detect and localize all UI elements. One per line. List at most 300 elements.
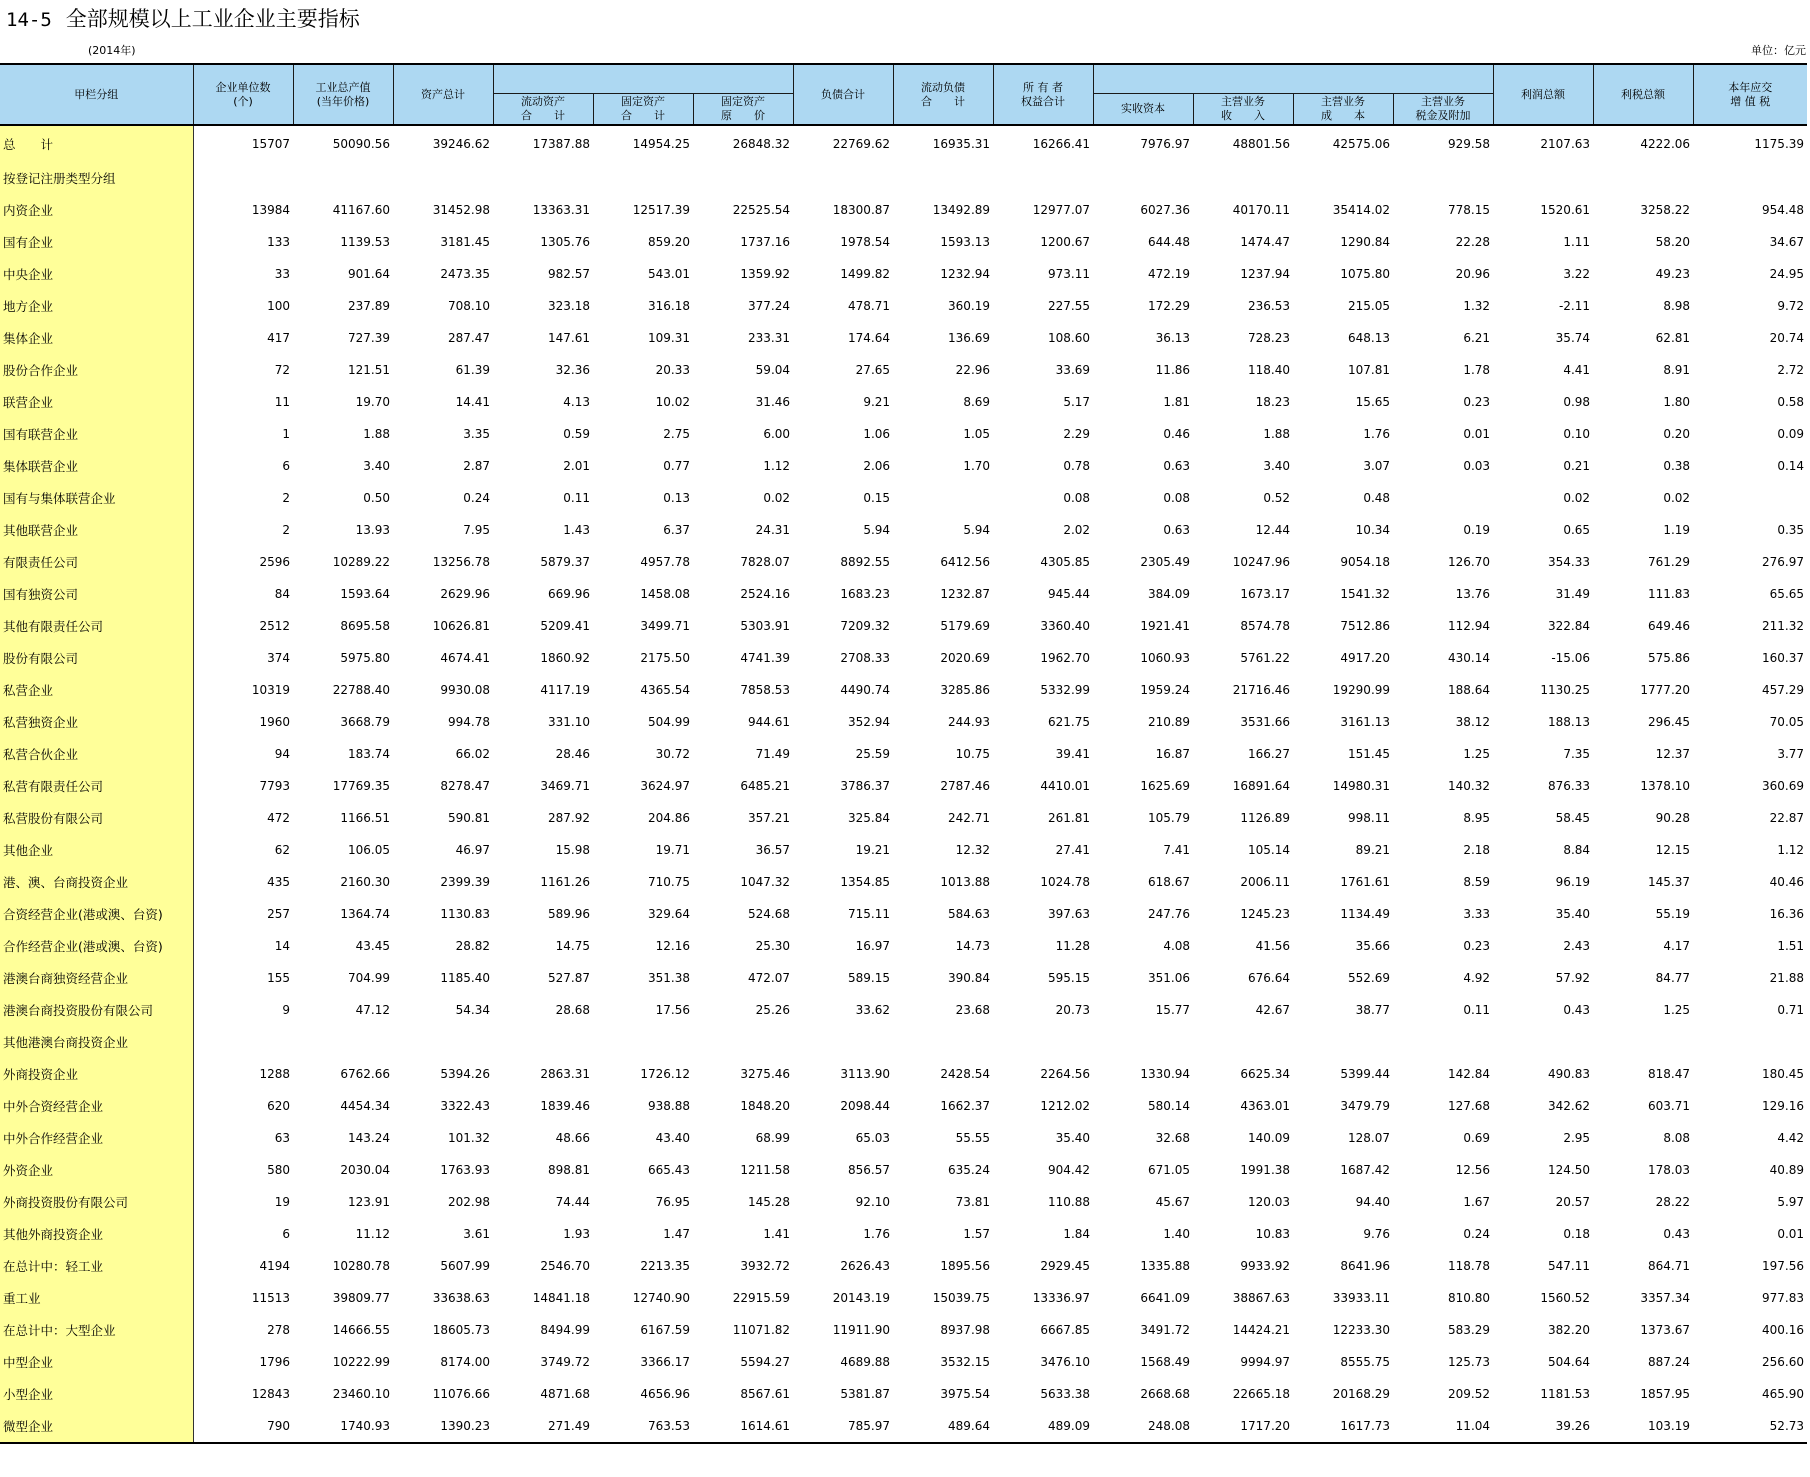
table-cell: 247.76 bbox=[1148, 907, 1191, 921]
table-cell: 7.95 bbox=[463, 523, 490, 537]
row-label: 港澳台商独资经营企业 bbox=[0, 962, 193, 994]
table-cell: 12233.30 bbox=[1332, 1323, 1391, 1337]
table-cell: 96.19 bbox=[1555, 875, 1591, 889]
table-cell: 13.76 bbox=[1455, 587, 1491, 601]
table-cell: 1848.20 bbox=[740, 1099, 791, 1113]
table-cell: 49.23 bbox=[1655, 267, 1691, 281]
table-cell: 32.36 bbox=[555, 363, 590, 377]
table-cell: 160.37 bbox=[1762, 651, 1805, 665]
table-cell: 5.97 bbox=[1777, 1195, 1805, 1209]
header-current-assets: 流动资产 合 计 bbox=[493, 94, 593, 126]
table-row bbox=[0, 482, 1807, 514]
table-cell: 621.75 bbox=[1048, 715, 1091, 729]
table-cell bbox=[693, 162, 793, 194]
row-label: 私营有限责任公司 bbox=[0, 770, 193, 802]
table-cell: 390.84 bbox=[948, 971, 991, 985]
table-cell: 8.95 bbox=[1463, 811, 1491, 825]
table-cell: 2668.68 bbox=[1140, 1387, 1191, 1401]
table-cell: 100 bbox=[267, 299, 290, 313]
table-cell: 25.26 bbox=[755, 1003, 791, 1017]
table-cell: 13256.78 bbox=[432, 555, 490, 569]
table-cell: 3.77 bbox=[1777, 747, 1805, 761]
table-cell: 0.71 bbox=[1777, 1003, 1805, 1017]
table-cell: 4222.06 bbox=[1640, 137, 1691, 151]
table-cell: 5394.26 bbox=[440, 1067, 490, 1081]
table-cell: 0.24 bbox=[463, 491, 490, 505]
row-label: 外资企业 bbox=[0, 1154, 193, 1186]
table-cell: 2020.69 bbox=[940, 651, 991, 665]
table-cell: 0.13 bbox=[663, 491, 690, 505]
table-title-text: 全部规模以上工业企业主要指标 bbox=[65, 7, 360, 31]
table-cell: 209.52 bbox=[1448, 1387, 1491, 1401]
table-cell: 112.94 bbox=[1448, 619, 1491, 633]
table-cell: 1185.40 bbox=[440, 971, 490, 985]
table-cell: 0.08 bbox=[1063, 491, 1091, 505]
table-cell: 12.16 bbox=[655, 939, 690, 953]
table-cell: 16.97 bbox=[855, 939, 891, 953]
table-cell: 106.05 bbox=[348, 843, 390, 857]
table-cell: 1166.51 bbox=[340, 811, 390, 825]
table-cell: 1378.10 bbox=[1640, 779, 1691, 793]
table-cell: 322.84 bbox=[1548, 619, 1591, 633]
table-cell: 1960 bbox=[259, 715, 290, 729]
table-cell: 2473.35 bbox=[440, 267, 490, 281]
table-cell bbox=[493, 162, 593, 194]
table-cell: 2098.44 bbox=[840, 1099, 891, 1113]
table-cell: 0.35 bbox=[1777, 523, 1805, 537]
table-cell: 3531.66 bbox=[1240, 715, 1291, 729]
table-cell: 3476.10 bbox=[1040, 1355, 1091, 1369]
header-main-revenue: 主营业务 收 入 bbox=[1193, 94, 1293, 126]
table-cell: 28.46 bbox=[555, 747, 590, 761]
header-paid-in-capital: 实收资本 bbox=[1093, 94, 1193, 126]
table-cell: 671.05 bbox=[1148, 1163, 1191, 1177]
table-cell: 1.88 bbox=[363, 427, 390, 441]
table-cell: 183.74 bbox=[348, 747, 390, 761]
table-cell: 8.84 bbox=[1563, 843, 1591, 857]
table-cell: 3161.13 bbox=[1340, 715, 1391, 729]
table-cell: 10222.99 bbox=[332, 1355, 390, 1369]
table-cell: 342.62 bbox=[1548, 1099, 1591, 1113]
row-label: 地方企业 bbox=[0, 290, 193, 322]
table-cell bbox=[593, 1026, 693, 1058]
table-cell: 618.67 bbox=[1148, 875, 1191, 889]
table-row bbox=[0, 354, 1807, 386]
table-cell: 9933.92 bbox=[1240, 1259, 1291, 1273]
row-label: 中型企业 bbox=[0, 1346, 193, 1378]
row-label: 国有联营企业 bbox=[0, 418, 193, 450]
table-row bbox=[0, 866, 1807, 898]
table-cell: 43.45 bbox=[355, 939, 390, 953]
table-title bbox=[6, 4, 360, 34]
table-cell: 26848.32 bbox=[732, 137, 791, 151]
table-cell: 76.95 bbox=[655, 1195, 690, 1209]
table-cell: 552.69 bbox=[1348, 971, 1391, 985]
table-cell: 237.89 bbox=[348, 299, 390, 313]
table-cell: 278 bbox=[267, 1323, 290, 1337]
table-cell: 20168.29 bbox=[1332, 1387, 1391, 1401]
table-cell: 11.28 bbox=[1055, 939, 1091, 953]
table-cell: 74.44 bbox=[555, 1195, 590, 1209]
table-cell: 1390.23 bbox=[393, 1410, 493, 1443]
table-cell: 125.73 bbox=[1448, 1355, 1491, 1369]
table-cell: 36.13 bbox=[1155, 331, 1191, 345]
table-cell: 244.93 bbox=[948, 715, 991, 729]
table-cell: 472 bbox=[267, 811, 290, 825]
table-cell: 35.66 bbox=[1355, 939, 1391, 953]
table-cell: 1499.82 bbox=[840, 267, 891, 281]
table-cell: 136.69 bbox=[948, 331, 991, 345]
table-cell: 3181.45 bbox=[440, 235, 490, 249]
row-label: 私营独资企业 bbox=[0, 706, 193, 738]
year-note: (2014年) bbox=[88, 44, 136, 57]
table-cell: 382.20 bbox=[1548, 1323, 1591, 1337]
table-cell: 43.40 bbox=[655, 1131, 690, 1145]
table-cell: 1.41 bbox=[763, 1227, 791, 1241]
table-cell: 13984 bbox=[251, 203, 290, 217]
table-cell: 1245.23 bbox=[1240, 907, 1291, 921]
table-cell: 15.77 bbox=[1155, 1003, 1191, 1017]
table-cell: 11.04 bbox=[1393, 1410, 1493, 1443]
table-cell: 0.01 bbox=[1777, 1227, 1805, 1241]
table-cell: 33638.63 bbox=[432, 1291, 490, 1305]
table-cell: 257 bbox=[267, 907, 290, 921]
table-cell: 904.42 bbox=[1048, 1163, 1091, 1177]
table-cell: 8174.00 bbox=[440, 1355, 490, 1369]
table-cell: 0.23 bbox=[1463, 939, 1491, 953]
table-cell: 763.53 bbox=[593, 1410, 693, 1443]
table-cell: 10280.78 bbox=[332, 1259, 390, 1273]
table-cell: 22769.62 bbox=[832, 137, 891, 151]
table-cell: 40.89 bbox=[1769, 1163, 1805, 1177]
table-cell: 1359.92 bbox=[740, 267, 791, 281]
table-row bbox=[0, 514, 1807, 546]
table-row bbox=[0, 994, 1807, 1026]
table-cell: 0.38 bbox=[1663, 459, 1691, 473]
table-cell: 384.09 bbox=[1148, 587, 1191, 601]
table-cell: 504.64 bbox=[1548, 1355, 1591, 1369]
table-cell: 1962.70 bbox=[1040, 651, 1091, 665]
table-cell: 1.25 bbox=[1463, 747, 1491, 761]
table-cell: 2.06 bbox=[863, 459, 891, 473]
table-cell: 89.21 bbox=[1355, 843, 1391, 857]
table-cell: 47.12 bbox=[355, 1003, 390, 1017]
table-cell: 360.19 bbox=[948, 299, 991, 313]
table-cell: 715.11 bbox=[848, 907, 891, 921]
table-cell: 1673.17 bbox=[1240, 587, 1291, 601]
table-cell: 27.65 bbox=[855, 363, 891, 377]
table-cell: 4.13 bbox=[563, 395, 590, 409]
table-cell: 38.77 bbox=[1355, 1003, 1391, 1017]
table-cell: 1614.61 bbox=[693, 1410, 793, 1443]
table-cell: 39246.62 bbox=[432, 137, 490, 151]
table-cell: 6167.59 bbox=[640, 1323, 690, 1337]
table-cell: 15.65 bbox=[1355, 395, 1391, 409]
table-cell: 33 bbox=[274, 267, 290, 281]
table-cell: 90.28 bbox=[1655, 811, 1691, 825]
table-cell: 1991.38 bbox=[1240, 1163, 1291, 1177]
table-cell: 490.83 bbox=[1548, 1067, 1591, 1081]
table-cell: 1617.73 bbox=[1293, 1410, 1393, 1443]
table-cell: 876.33 bbox=[1548, 779, 1591, 793]
header-liabilities: 负债合计 bbox=[793, 64, 893, 125]
table-cell bbox=[1393, 1026, 1493, 1058]
table-cell: 1.80 bbox=[1663, 395, 1691, 409]
table-cell: 1.43 bbox=[563, 523, 590, 537]
table-cell: 331.10 bbox=[548, 715, 590, 729]
table-cell: 166.27 bbox=[1248, 747, 1291, 761]
table-cell: 25.30 bbox=[755, 939, 791, 953]
table-cell: 1130.83 bbox=[440, 907, 490, 921]
table-cell: 13363.31 bbox=[532, 203, 590, 217]
table-cell: 5975.80 bbox=[340, 651, 390, 665]
table-cell: 20.33 bbox=[655, 363, 690, 377]
table-cell: 155 bbox=[267, 971, 290, 985]
table-cell: 2.75 bbox=[663, 427, 690, 441]
table-cell: 22.28 bbox=[1455, 235, 1491, 249]
table-cell: 676.64 bbox=[1248, 971, 1291, 985]
table-cell: 778.15 bbox=[1448, 203, 1491, 217]
table-cell: 34.67 bbox=[1769, 235, 1805, 249]
table-cell: 1458.08 bbox=[640, 587, 690, 601]
table-cell: 360.69 bbox=[1762, 779, 1805, 793]
table-cell: 4741.39 bbox=[740, 651, 791, 665]
table-cell: 7793 bbox=[259, 779, 290, 793]
table-cell: 123.91 bbox=[348, 1195, 390, 1209]
table-cell: 14.75 bbox=[555, 939, 590, 953]
table-cell: 9.72 bbox=[1777, 299, 1805, 313]
table-cell: 977.83 bbox=[1762, 1291, 1805, 1305]
table-cell: 1232.94 bbox=[940, 267, 991, 281]
table-cell: 351.38 bbox=[648, 971, 690, 985]
table-cell: 887.24 bbox=[1648, 1355, 1691, 1369]
table-cell: 0.14 bbox=[1777, 459, 1805, 473]
header-fixed-original: 固定资产 原 价 bbox=[693, 94, 793, 126]
table-cell: 665.43 bbox=[648, 1163, 690, 1177]
row-label: 私营企业 bbox=[0, 674, 193, 706]
table-row bbox=[0, 1378, 1807, 1410]
table-cell: 2626.43 bbox=[840, 1259, 891, 1273]
table-cell: 6.21 bbox=[1463, 331, 1491, 345]
table-cell: 584.63 bbox=[948, 907, 991, 921]
table-cell bbox=[1293, 162, 1393, 194]
table-cell: 202.98 bbox=[448, 1195, 490, 1209]
table-cell: 1.88 bbox=[1263, 427, 1291, 441]
table-cell: 945.44 bbox=[1048, 587, 1091, 601]
table-cell: 3.40 bbox=[363, 459, 390, 473]
table-cell: 704.99 bbox=[348, 971, 390, 985]
table-cell: 172.29 bbox=[1148, 299, 1191, 313]
table-cell: 50090.56 bbox=[332, 137, 390, 151]
table-cell: 8.98 bbox=[1663, 299, 1691, 313]
table-cell: 11 bbox=[274, 395, 290, 409]
table-cell: 28.22 bbox=[1655, 1195, 1691, 1209]
table-row bbox=[0, 898, 1807, 930]
table-cell: 42575.06 bbox=[1332, 137, 1391, 151]
table-cell: 19290.99 bbox=[1332, 683, 1391, 697]
table-cell: 48801.56 bbox=[1232, 137, 1291, 151]
table-cell: 8892.55 bbox=[840, 555, 891, 569]
table-cell: 5.17 bbox=[1063, 395, 1091, 409]
table-cell: 351.06 bbox=[1148, 971, 1191, 985]
header-equity-group bbox=[1093, 64, 1493, 94]
table-cell: 2.95 bbox=[1563, 1131, 1591, 1145]
table-cell: 0.19 bbox=[1463, 523, 1491, 537]
table-cell: 8494.99 bbox=[540, 1323, 590, 1337]
table-cell: 8695.58 bbox=[340, 619, 390, 633]
table-cell: 0.98 bbox=[1563, 395, 1591, 409]
table-row bbox=[0, 418, 1807, 450]
table-cell: 296.45 bbox=[1648, 715, 1691, 729]
table-cell: 22.96 bbox=[955, 363, 991, 377]
table-cell: 15707 bbox=[251, 137, 290, 151]
table-row bbox=[0, 1410, 1807, 1443]
table-cell: 10319 bbox=[251, 683, 290, 697]
table-cell: 129.16 bbox=[1762, 1099, 1805, 1113]
header-current-liabilities: 流动负债 合 计 bbox=[893, 64, 993, 125]
table-cell: 325.84 bbox=[848, 811, 891, 825]
table-cell: 352.94 bbox=[848, 715, 891, 729]
table-cell: 994.78 bbox=[448, 715, 490, 729]
table-cell: 22665.18 bbox=[1232, 1387, 1291, 1401]
table-cell: 1.12 bbox=[1777, 843, 1805, 857]
header-output: 工业总产值 (当年价格) bbox=[293, 64, 393, 125]
table-cell: 590.81 bbox=[448, 811, 490, 825]
table-cell: 397.63 bbox=[1048, 907, 1091, 921]
table-cell: 3258.22 bbox=[1640, 203, 1691, 217]
table-cell: 70.05 bbox=[1769, 715, 1805, 729]
header-assets: 资产总计 bbox=[393, 64, 493, 125]
table-cell: 14 bbox=[274, 939, 290, 953]
table-cell: 374 bbox=[267, 651, 290, 665]
table-cell: 524.68 bbox=[748, 907, 791, 921]
table-cell: 595.15 bbox=[1048, 971, 1091, 985]
table-cell: 1959.24 bbox=[1140, 683, 1191, 697]
table-cell: 973.11 bbox=[1048, 267, 1091, 281]
table-cell: 3.07 bbox=[1363, 459, 1391, 473]
table-cell: 178.03 bbox=[1648, 1163, 1691, 1177]
table-cell: 1237.94 bbox=[1240, 267, 1291, 281]
table-cell: 12.44 bbox=[1255, 523, 1291, 537]
table-row bbox=[0, 1314, 1807, 1346]
table-cell: 2.18 bbox=[1463, 843, 1491, 857]
table-cell: 3786.37 bbox=[840, 779, 891, 793]
table-cell: 215.05 bbox=[1348, 299, 1391, 313]
table-cell: 261.81 bbox=[1048, 811, 1091, 825]
table-cell bbox=[1493, 1026, 1593, 1058]
table-cell: 108.60 bbox=[1048, 331, 1091, 345]
table-cell: 287.92 bbox=[548, 811, 590, 825]
table-cell: 2708.33 bbox=[840, 651, 891, 665]
table-cell: 21716.46 bbox=[1232, 683, 1291, 697]
table-cell: 10247.96 bbox=[1232, 555, 1291, 569]
table-cell: 575.86 bbox=[1648, 651, 1691, 665]
table-cell: 8567.61 bbox=[740, 1387, 791, 1401]
table-cell: 0.03 bbox=[1463, 459, 1491, 473]
table-cell: 7209.32 bbox=[840, 619, 891, 633]
table-cell: 127.68 bbox=[1448, 1099, 1491, 1113]
table-cell: 12.15 bbox=[1655, 843, 1691, 857]
table-row bbox=[0, 770, 1807, 802]
table-cell: 4305.85 bbox=[1040, 555, 1091, 569]
table-cell: 1161.26 bbox=[540, 875, 590, 889]
table-cell: 9.21 bbox=[863, 395, 891, 409]
table-cell: 35.40 bbox=[1055, 1131, 1091, 1145]
table-cell: -2.11 bbox=[1558, 299, 1591, 313]
table-cell: 400.16 bbox=[1762, 1323, 1805, 1337]
table-cell: 40170.11 bbox=[1232, 203, 1291, 217]
table-cell: 1024.78 bbox=[1040, 875, 1091, 889]
table-cell: 648.13 bbox=[1348, 331, 1391, 345]
table-cell: 1288 bbox=[259, 1067, 290, 1081]
table-row bbox=[0, 1090, 1807, 1122]
table-cell: 124.50 bbox=[1548, 1163, 1591, 1177]
table-cell: 17769.35 bbox=[332, 779, 390, 793]
table-cell: 3.22 bbox=[1563, 267, 1591, 281]
table-cell: 143.24 bbox=[348, 1131, 390, 1145]
table-cell: 33.62 bbox=[855, 1003, 891, 1017]
header-equity: 所 有 者 权益合计 bbox=[993, 64, 1093, 125]
table-cell bbox=[1293, 1026, 1393, 1058]
table-cell: 23460.10 bbox=[332, 1387, 390, 1401]
table-cell: 94 bbox=[274, 747, 290, 761]
table-cell: 810.80 bbox=[1448, 1291, 1491, 1305]
table-cell: 4.17 bbox=[1663, 939, 1691, 953]
table-cell: 22915.59 bbox=[732, 1291, 791, 1305]
table-cell: 603.71 bbox=[1648, 1099, 1691, 1113]
table-cell: 111.83 bbox=[1648, 587, 1691, 601]
row-label: 其他企业 bbox=[0, 834, 193, 866]
table-cell: 6641.09 bbox=[1140, 1291, 1191, 1305]
table-cell: 2863.31 bbox=[540, 1067, 590, 1081]
table-cell: 5179.69 bbox=[940, 619, 991, 633]
table-cell: 35414.02 bbox=[1332, 203, 1391, 217]
row-label: 国有与集体联营企业 bbox=[0, 482, 193, 514]
table-cell: 8555.75 bbox=[1340, 1355, 1391, 1369]
table-cell: 435 bbox=[267, 875, 290, 889]
table-cell: 54.34 bbox=[455, 1003, 490, 1017]
table-cell: 21.88 bbox=[1769, 971, 1805, 985]
table-cell: 859.20 bbox=[648, 235, 690, 249]
header-assets-group bbox=[493, 64, 793, 94]
header-group: 甲栏分组 bbox=[0, 64, 193, 125]
table-cell: 710.75 bbox=[648, 875, 690, 889]
table-cell: 2524.16 bbox=[740, 587, 791, 601]
table-cell: 8641.96 bbox=[1340, 1259, 1391, 1273]
table-cell: 2.01 bbox=[563, 459, 590, 473]
table-cell: 20143.19 bbox=[832, 1291, 891, 1305]
table-cell: 0.08 bbox=[1163, 491, 1191, 505]
table-cell: 40.46 bbox=[1769, 875, 1805, 889]
table-cell: 204.86 bbox=[648, 811, 690, 825]
table-cell: 1354.85 bbox=[840, 875, 891, 889]
table-cell: 1373.67 bbox=[1640, 1323, 1691, 1337]
table-cell: 0.20 bbox=[1663, 427, 1691, 441]
table-cell: 1047.32 bbox=[740, 875, 791, 889]
table-cell: 1520.61 bbox=[1540, 203, 1591, 217]
table-cell: 0.48 bbox=[1363, 491, 1391, 505]
table-cell: 354.33 bbox=[1548, 555, 1591, 569]
table-cell: 35.74 bbox=[1555, 331, 1591, 345]
table-cell: 52.73 bbox=[1693, 1410, 1807, 1443]
table-row bbox=[0, 706, 1807, 738]
table-cell: 649.46 bbox=[1648, 619, 1691, 633]
table-cell: 2213.35 bbox=[640, 1259, 690, 1273]
table-cell: 856.57 bbox=[848, 1163, 891, 1177]
table-cell: 46.97 bbox=[455, 843, 490, 857]
table-cell: 1839.46 bbox=[540, 1099, 590, 1113]
table-cell: 644.48 bbox=[1148, 235, 1191, 249]
